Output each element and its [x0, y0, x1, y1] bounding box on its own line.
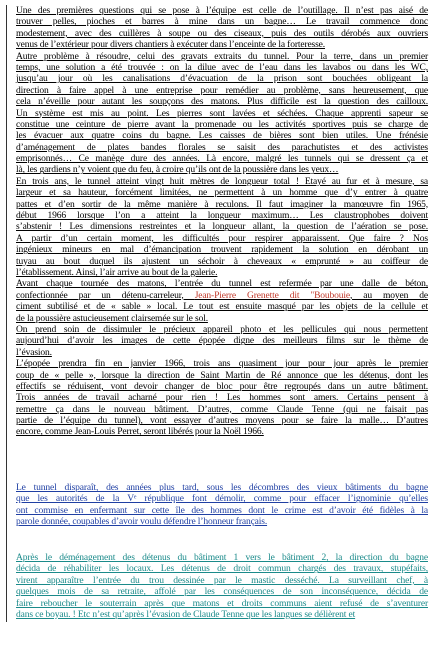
text-line: coup de « pelle », lorsque la direction de Saint Martin de Ré annonce que les détenus, dont les — [16, 369, 428, 381]
text-line: parole donnée, coupables d’avoir voulu défendre l’honneur français. — [16, 516, 268, 528]
text-line: temps, une solution a été trouvée : on la dilue avec de l’eau dans les lavabos ou dans les WC, — [16, 61, 428, 73]
text-line: l’établissement. Ainsi, l’air arrive au bout de la galerie. — [16, 266, 218, 278]
text-line: venus de l’extérieur pour divers chantiers à exécuter dans l’enceinte de la forteresse. — [16, 39, 326, 51]
text-line: dans ce boyau. ! Etc n’est qu’après l’évasion de Claude Tenne que les langues se délièrent et — [16, 608, 356, 620]
text-line: Autre problème à résoudre, celui des gravats extraits du tunnel. Pour la terre, dans un premier — [16, 50, 428, 62]
text-line: modestement, avec des cuillères à soupe ou des ciseaux, puis des outils dérobés aux ouvriers — [16, 27, 428, 39]
text-line: ciment subtilisé et de « sable » local. Le tout est ensuite masqué par les objets de la cellule et — [16, 301, 428, 313]
text-line: pattes et d’en sortir de la même manière à reculons. Il faut imaginer la manœuvre fin 1965, — [16, 198, 428, 210]
text-line: A partir d’un certain moment, les difficultés pour respirer apparaissent. Que faire ? Nos — [16, 232, 428, 244]
text-line: Trois années de travail acharné pour rien ! Les hommes sont amers. Certains pensent à — [16, 392, 428, 404]
text-line: d’aménagement de plates bandes florales se saisit des parachutistes et des activistes — [16, 141, 428, 153]
text-run: confectionnée par un détenu-carreleur, — [16, 289, 195, 301]
text-line: Une des premières questions qui se pose à l’équipe est celle de l’outillage. Il n’est pas aisé de — [16, 5, 428, 16]
text-line: constitue une ceinture de pierre avant la promenade ou les activités sportives puis se charge de — [16, 118, 428, 130]
text-line: tuyau au bout duquel ils ajustent un séchoir à cheveaux « emprunté » au coiffeur de — [16, 255, 428, 267]
text-line: Un système est mis au point. Les pierres sont lavées et séchées. Chaque apprenti sapeur se — [16, 107, 428, 119]
highlighted-name: Jean-Pierre Grenette dit "Boubouie — [194, 289, 351, 301]
text-line: remettre ça dans le nouveau bâtiment. D’autres, comme Claude Tenne (qui ne faisait pas — [16, 403, 428, 415]
text-line: de la poussière astucieusement clairsemée sur le sol. — [16, 312, 208, 324]
text-line: largeur et sa hauteur, forcément limitées, ne permettent à un homme que d’y entrer à quatre — [16, 187, 428, 199]
text-line: s’abstenir ! Les dimensions restreintes et la longueur allant, la question de l’aération se pose. — [16, 221, 428, 233]
text-line: Après le déménagement des détenus du bâtiment 1 vers le bâtiment 2, la direction du bagne — [16, 552, 428, 563]
text-line: encore, comme Jean-Louis Perret, seront libérés pour la Noël 1966. — [16, 426, 264, 438]
text-line: aujourd’hui d’avoir les images de cette épopée digne des meilleurs films sur le thème de — [16, 335, 428, 347]
text-line: début 1966 lorsque l’on a atteint la longueur maximum… Les claustrophobes doivent — [16, 210, 428, 222]
text-line: virent apparaître l’entrée du trou dessinée par le mastic desséché. La surveillant chef, à — [16, 574, 428, 586]
text-line: L’épopée prendra fin en janvier 1966, trois ans quasiment jour pour jour après le premier — [16, 358, 428, 370]
text-line: On prend soin de dissimuler le précieux appareil photo et les pellicules qui nous permettent — [16, 323, 428, 335]
text-line: que les autorités de la Vᵉ république font démolir, comme pour effacer l’ignominie qu’elles — [16, 493, 428, 505]
text-line: emprisonnés… Ce manège dure des années. Là encore, malgré les tunnels qui se dressent ça et — [16, 153, 428, 165]
text-line: l’évasion. — [16, 346, 52, 358]
paragraph-teal — [16, 552, 428, 620]
text-line: jusqu’au jour où les canalisations d’évacuation de la prison sont bouchées obligeant la — [16, 73, 428, 85]
paragraph-blue — [16, 482, 428, 528]
text-line: direction à faire appel à une entreprise pour remédier au problème, sans heureusement, que — [16, 84, 428, 96]
text-line: quelques mois de sa retraite, affolé par les conséquences de son inconséquence, décida de — [16, 586, 428, 598]
text-line: faire reboucher le souterrain après que matons et droits communs aient refusé de s’aventurer — [16, 597, 428, 609]
text-line — [16, 290, 428, 301]
text-line: trouver pelles, pioches et barres à mine dans un bagne… Le travail commence donc — [16, 16, 428, 28]
text-line: effectifs se réduisent, vont devoir changer de bloc pour être regroupés dans un autre bâtiment. — [16, 380, 428, 392]
change-bar — [6, 5, 7, 622]
text-line: Le tunnel disparaît, des années plus tard, sous les décombres des vieux bâtiments du bagne — [16, 482, 428, 493]
text-line: cela n’éveille pour autant les soupçons des matons. Plus difficile est la question des cailloux. — [16, 96, 428, 108]
text-line: ingénieux mineurs en mal d’émancipation trouvent rapidement la solution en dérobant un — [16, 244, 428, 256]
text-line: Avant chaque tournée des matons, l’entrée du tunnel est refermée par une dalle de béton, — [16, 278, 428, 290]
text-line: partie de l’équipe du tunnel), vont essayer d’autres moyens pour se faire la malle… D’autres — [16, 415, 428, 427]
paragraph-black — [16, 5, 428, 438]
text-line: là, les gardiens n’y voient que du feu, à croire qu’ils ont de la poussière dans les yeux… — [16, 164, 339, 176]
text-line: ont commise en enfermant sur cette île des hommes dont le crime est d’avoir été fidèles à la — [16, 504, 428, 516]
text-line: En trois ans, le tunnel atteint vingt huit mètres de longueur total ! Etayé au fur et à mesure, sa — [16, 175, 428, 187]
text-line: décida de réhabiliter les locaux. Les détenus de droit commun chargés des travaux, stupéfaits, — [16, 563, 428, 575]
text-line: les évacuer aux quatre coins du bagne. Les caisses de bières sont bien utiles. Une frénésie — [16, 130, 428, 142]
text-run: , au moyen de — [350, 289, 429, 301]
